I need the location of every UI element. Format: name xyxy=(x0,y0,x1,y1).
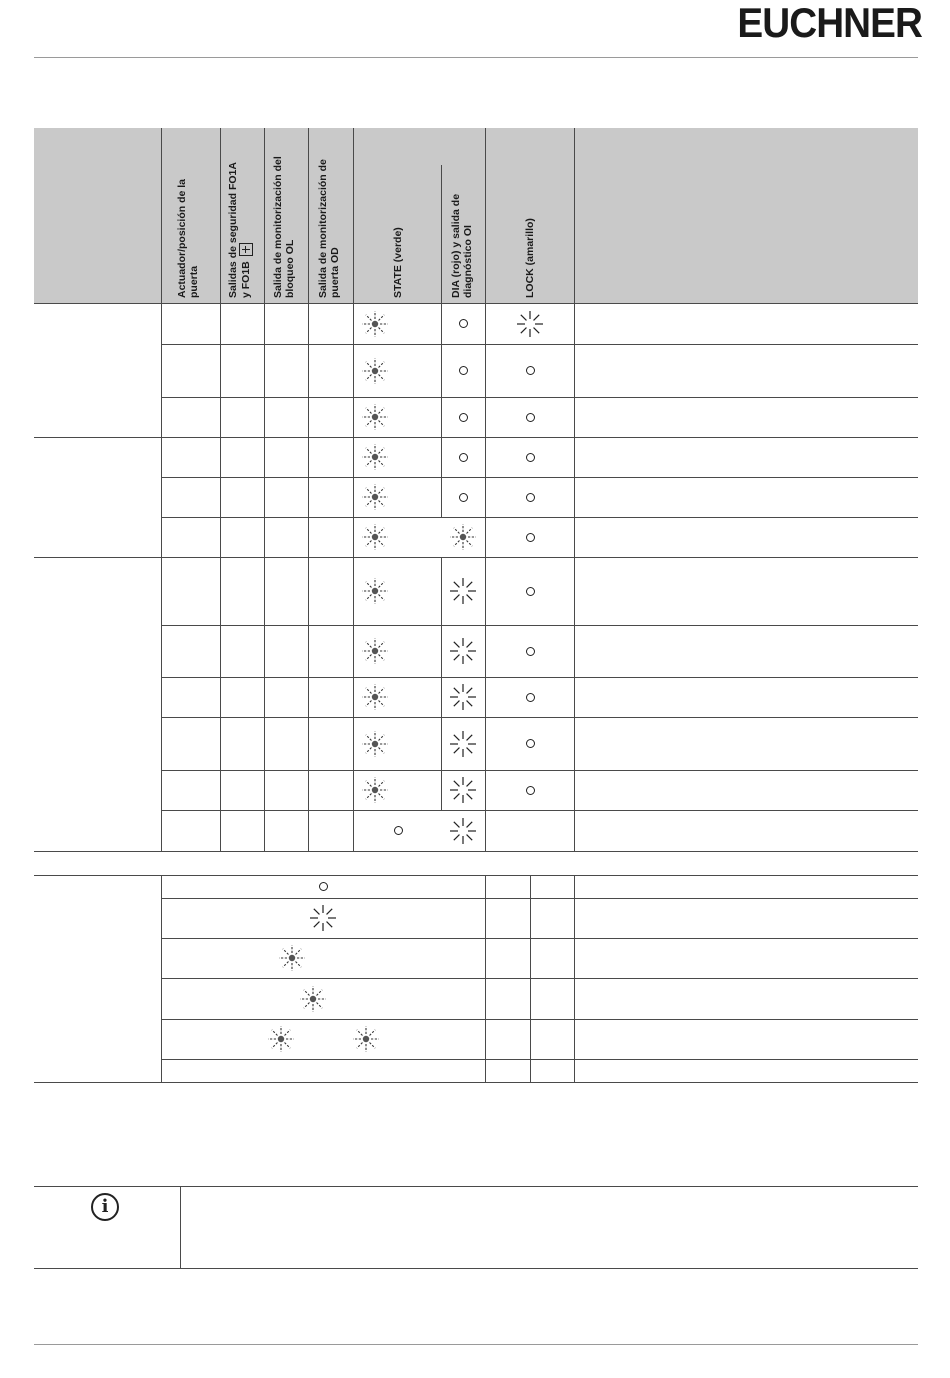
body-divider xyxy=(264,717,265,770)
body-divider xyxy=(308,303,309,344)
led-off-icon xyxy=(459,493,468,502)
led-blink-icon xyxy=(360,356,390,386)
legend-bottom-rule xyxy=(34,1082,918,1083)
led-on-icon xyxy=(308,903,338,933)
body-divider xyxy=(220,770,221,810)
body-divider xyxy=(485,810,486,851)
led-blink-icon xyxy=(360,576,390,606)
led-off-icon xyxy=(526,786,535,795)
body-divider xyxy=(574,625,575,677)
body-divider xyxy=(574,397,575,437)
led-on-icon xyxy=(448,636,478,666)
footer-rule xyxy=(34,1344,918,1345)
led-off-icon xyxy=(526,453,535,462)
body-divider xyxy=(264,437,265,477)
body-divider xyxy=(441,303,442,344)
body-divider xyxy=(264,397,265,437)
body-divider xyxy=(441,677,442,717)
header-divider xyxy=(441,165,442,303)
body-divider xyxy=(353,344,354,397)
body-divider xyxy=(485,717,486,770)
header-lock: LOCK (amarillo) xyxy=(524,218,536,298)
body-divider xyxy=(264,303,265,344)
led-blink-icon xyxy=(360,356,390,386)
header-lock-monitoring: Salida de monitorización del bloqueo OL xyxy=(272,156,296,298)
body-divider xyxy=(441,557,442,625)
led-blink-icon xyxy=(360,729,390,759)
body-divider xyxy=(485,477,486,517)
body-divider xyxy=(574,437,575,477)
body-divider xyxy=(353,770,354,810)
led-off-icon xyxy=(459,319,468,328)
table-header-band xyxy=(34,128,918,303)
body-divider xyxy=(220,397,221,437)
body-divider xyxy=(441,625,442,677)
legend-divider xyxy=(530,875,531,1082)
header-actuator: Actuador/posición de la puerta xyxy=(176,178,200,298)
led-blink-icon xyxy=(448,522,478,552)
lock-symbol-icon xyxy=(239,243,253,256)
led-on-icon xyxy=(448,576,478,606)
group-rule xyxy=(34,851,918,852)
body-divider xyxy=(220,677,221,717)
legend-row-rule xyxy=(161,978,918,979)
led-on-icon xyxy=(448,729,478,759)
body-divider xyxy=(308,397,309,437)
header-divider xyxy=(264,128,265,304)
led-blink-icon xyxy=(360,402,390,432)
led-off-icon xyxy=(526,739,535,748)
body-divider xyxy=(308,477,309,517)
led-blink-icon xyxy=(298,984,328,1014)
led-blink-icon xyxy=(360,682,390,712)
header-dia: DIA (rojo) y salida de diagnóstico OI xyxy=(450,193,474,298)
body-divider xyxy=(353,677,354,717)
body-divider xyxy=(574,717,575,770)
body-divider xyxy=(574,517,575,557)
body-divider xyxy=(308,717,309,770)
led-blink-icon xyxy=(360,309,390,339)
led-blink-icon xyxy=(360,682,390,712)
body-divider xyxy=(308,344,309,397)
led-blink-icon xyxy=(448,522,478,552)
led-blink-icon xyxy=(360,309,390,339)
body-divider xyxy=(353,810,354,851)
body-divider xyxy=(220,810,221,851)
body-divider xyxy=(308,437,309,477)
group-rule xyxy=(34,303,918,304)
led-off-icon xyxy=(459,413,468,422)
body-divider xyxy=(485,437,486,477)
led-on-icon xyxy=(448,682,478,712)
body-divider xyxy=(574,557,575,625)
body-divider xyxy=(574,770,575,810)
body-divider xyxy=(485,625,486,677)
body-divider xyxy=(353,437,354,477)
led-off-icon xyxy=(526,587,535,596)
legend-row-rule xyxy=(161,1059,918,1060)
led-blink-icon xyxy=(360,775,390,805)
body-divider xyxy=(308,517,309,557)
legend-divider xyxy=(574,875,575,1082)
led-off-icon xyxy=(526,366,535,375)
body-divider xyxy=(308,557,309,625)
body-divider xyxy=(353,517,354,557)
info-icon: i xyxy=(91,1193,119,1221)
body-divider xyxy=(441,397,442,437)
led-blink-icon xyxy=(360,636,390,666)
body-divider xyxy=(220,557,221,625)
header-divider xyxy=(161,128,162,304)
legend-row-rule xyxy=(161,938,918,939)
body-divider xyxy=(485,677,486,717)
row-rule xyxy=(161,477,918,478)
led-blink-icon xyxy=(360,576,390,606)
body-divider xyxy=(441,437,442,477)
group-rule xyxy=(34,437,918,438)
body-divider xyxy=(220,477,221,517)
led-off-icon xyxy=(459,366,468,375)
euchner-logo: EUCHNER xyxy=(737,0,922,46)
row-rule xyxy=(161,397,918,398)
led-blink-icon xyxy=(351,1024,381,1054)
led-on-icon xyxy=(448,636,478,666)
led-off-icon xyxy=(526,693,535,702)
header-divider xyxy=(485,128,486,304)
body-divider xyxy=(574,303,575,344)
body-divider xyxy=(485,303,486,344)
led-on-icon xyxy=(515,309,545,339)
body-divider xyxy=(353,557,354,625)
row-rule xyxy=(161,677,918,678)
header-divider xyxy=(353,128,354,304)
led-off-icon xyxy=(459,453,468,462)
body-divider xyxy=(485,557,486,625)
led-on-icon xyxy=(448,775,478,805)
led-blink-icon xyxy=(360,729,390,759)
led-blink-icon xyxy=(360,402,390,432)
body-divider xyxy=(220,625,221,677)
body-divider xyxy=(264,557,265,625)
body-divider xyxy=(220,344,221,397)
header-divider xyxy=(220,128,221,304)
body-divider xyxy=(353,477,354,517)
header-safety-outputs: Salidas de seguridad FO1A y FO1B xyxy=(227,162,252,298)
led-off-icon xyxy=(319,882,328,891)
body-divider xyxy=(264,517,265,557)
body-divider xyxy=(220,303,221,344)
body-divider xyxy=(574,477,575,517)
legend-row-rule xyxy=(161,1019,918,1020)
led-off-icon xyxy=(526,493,535,502)
body-divider xyxy=(441,477,442,517)
row-rule xyxy=(161,717,918,718)
led-off-icon xyxy=(526,533,535,542)
legend-row-rule xyxy=(161,898,918,899)
legend-divider xyxy=(485,875,486,1082)
led-blink-icon xyxy=(360,636,390,666)
led-off-icon xyxy=(526,413,535,422)
led-blink-icon xyxy=(360,482,390,512)
header-divider xyxy=(574,128,575,304)
row-rule xyxy=(161,344,918,345)
body-divider xyxy=(574,810,575,851)
header-door-monitoring: Salida de monitorización de puerta OD xyxy=(317,159,341,298)
body-divider xyxy=(264,477,265,517)
body-divider xyxy=(485,344,486,397)
body-divider xyxy=(308,810,309,851)
led-blink-icon xyxy=(277,943,307,973)
body-divider xyxy=(264,770,265,810)
body-divider xyxy=(574,344,575,397)
row-rule xyxy=(161,770,918,771)
group-column-divider xyxy=(161,303,162,851)
led-blink-icon xyxy=(298,984,328,1014)
body-divider xyxy=(308,625,309,677)
led-on-icon xyxy=(308,903,338,933)
note-divider xyxy=(180,1186,181,1268)
row-rule xyxy=(161,625,918,626)
led-on-icon xyxy=(448,775,478,805)
led-blink-icon xyxy=(360,482,390,512)
body-divider xyxy=(353,303,354,344)
body-divider xyxy=(485,397,486,437)
body-divider xyxy=(308,677,309,717)
body-divider xyxy=(441,717,442,770)
note-bottom-rule xyxy=(34,1268,918,1269)
led-on-icon xyxy=(515,309,545,339)
legend-divider xyxy=(161,875,162,1082)
led-blink-icon xyxy=(351,1024,381,1054)
body-divider xyxy=(220,437,221,477)
led-blink-icon xyxy=(360,442,390,472)
body-divider xyxy=(220,517,221,557)
body-divider xyxy=(264,625,265,677)
body-divider xyxy=(264,344,265,397)
led-on-icon xyxy=(448,682,478,712)
body-divider xyxy=(353,717,354,770)
row-rule xyxy=(161,810,918,811)
led-blink-icon xyxy=(266,1024,296,1054)
header-state: STATE (verde) xyxy=(392,227,404,298)
led-blink-icon xyxy=(277,943,307,973)
led-on-icon xyxy=(448,729,478,759)
body-divider xyxy=(308,770,309,810)
row-rule xyxy=(161,517,918,518)
body-divider xyxy=(220,717,221,770)
group-rule xyxy=(34,557,918,558)
header-rule xyxy=(34,57,918,58)
body-divider xyxy=(264,677,265,717)
led-blink-icon xyxy=(266,1024,296,1054)
led-blink-icon xyxy=(360,442,390,472)
body-divider xyxy=(353,397,354,437)
legend-top-rule xyxy=(34,875,918,876)
body-divider xyxy=(485,517,486,557)
body-divider xyxy=(353,625,354,677)
led-blink-icon xyxy=(360,522,390,552)
led-blink-icon xyxy=(360,522,390,552)
led-off-icon xyxy=(526,647,535,656)
body-divider xyxy=(441,344,442,397)
led-on-icon xyxy=(448,816,478,846)
led-off-icon xyxy=(394,826,403,835)
body-divider xyxy=(574,677,575,717)
body-divider xyxy=(485,770,486,810)
note-top-rule xyxy=(34,1186,918,1187)
led-blink-icon xyxy=(360,775,390,805)
body-divider xyxy=(264,810,265,851)
header-divider xyxy=(308,128,309,304)
led-on-icon xyxy=(448,816,478,846)
led-on-icon xyxy=(448,576,478,606)
body-divider xyxy=(441,770,442,810)
